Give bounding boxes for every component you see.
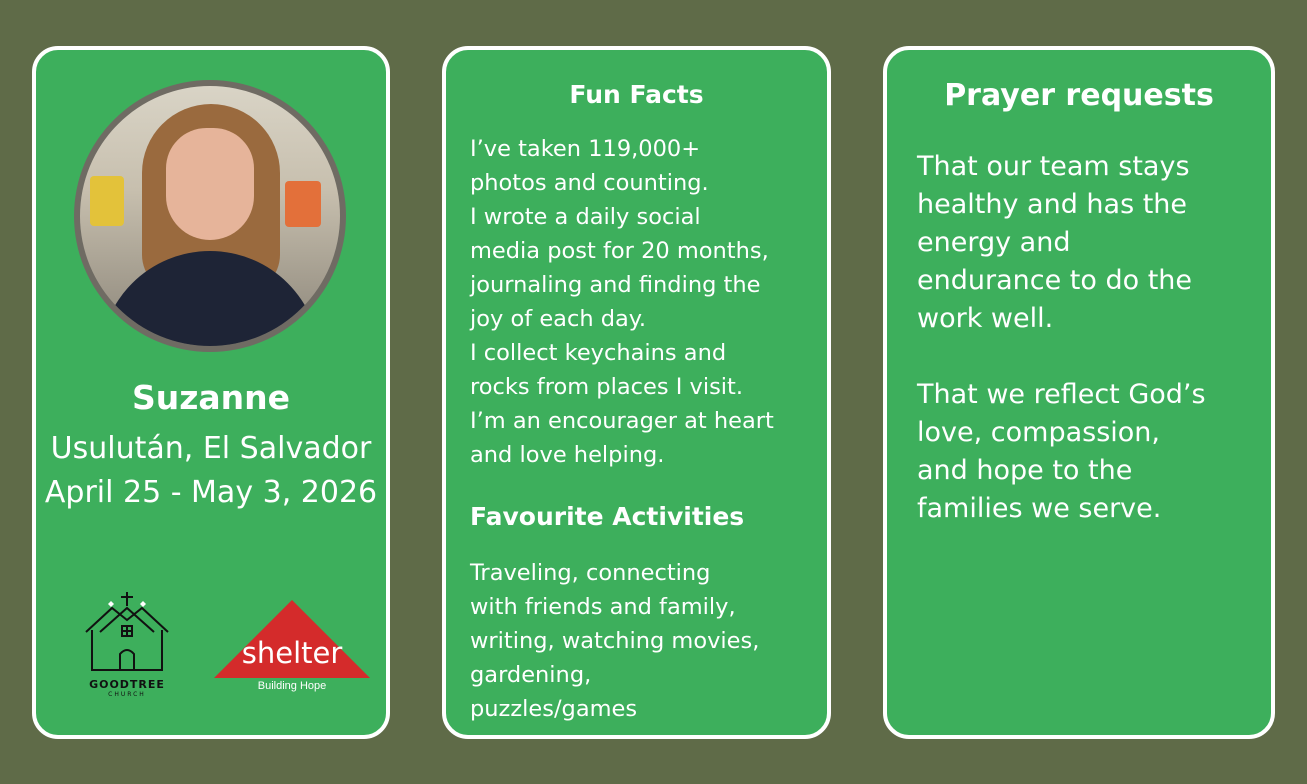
profile-card <box>32 46 390 739</box>
goodtree-subtitle: CHURCH <box>108 691 146 698</box>
house-cross-icon <box>82 590 172 678</box>
profile-photo <box>74 80 346 352</box>
prayer-requests-text: That our team stays healthy and has the energy and endurance to do the work well. That we reflect God’s love, compassion, and hope to the families we serve. <box>917 151 1206 524</box>
person-name: Suzanne <box>131 378 291 417</box>
shelter-tagline: Building Hope <box>257 680 327 692</box>
favourite-activities-title: Favourite Activities <box>470 502 745 531</box>
shelter-logo <box>212 598 372 698</box>
fun-facts-card <box>442 46 831 739</box>
prayer-requests-card <box>883 46 1275 739</box>
fun-facts-title: Fun Facts <box>569 80 704 109</box>
fun-facts-text: I’ve taken 119,000+ photos and counting. I wrote a daily social media post for 20 months, journaling and finding the joy of each day. I collect keychains and rocks from places I visit. I’m an encourager at heart and love helping. <box>470 136 774 468</box>
trip-location: Usulután, El Salvador <box>50 431 372 466</box>
shelter-name: shelter <box>241 636 343 670</box>
favourite-activities-text: Traveling, connecting with friends and family, writing, watching movies, gardening, puzzles/games <box>470 560 760 722</box>
trip-dates: April 25 - May 3, 2026 <box>44 475 378 510</box>
goodtree-church-logo <box>82 590 172 700</box>
prayer-requests-title: Prayer requests <box>944 78 1214 113</box>
goodtree-name: GOODTREE <box>89 678 165 691</box>
